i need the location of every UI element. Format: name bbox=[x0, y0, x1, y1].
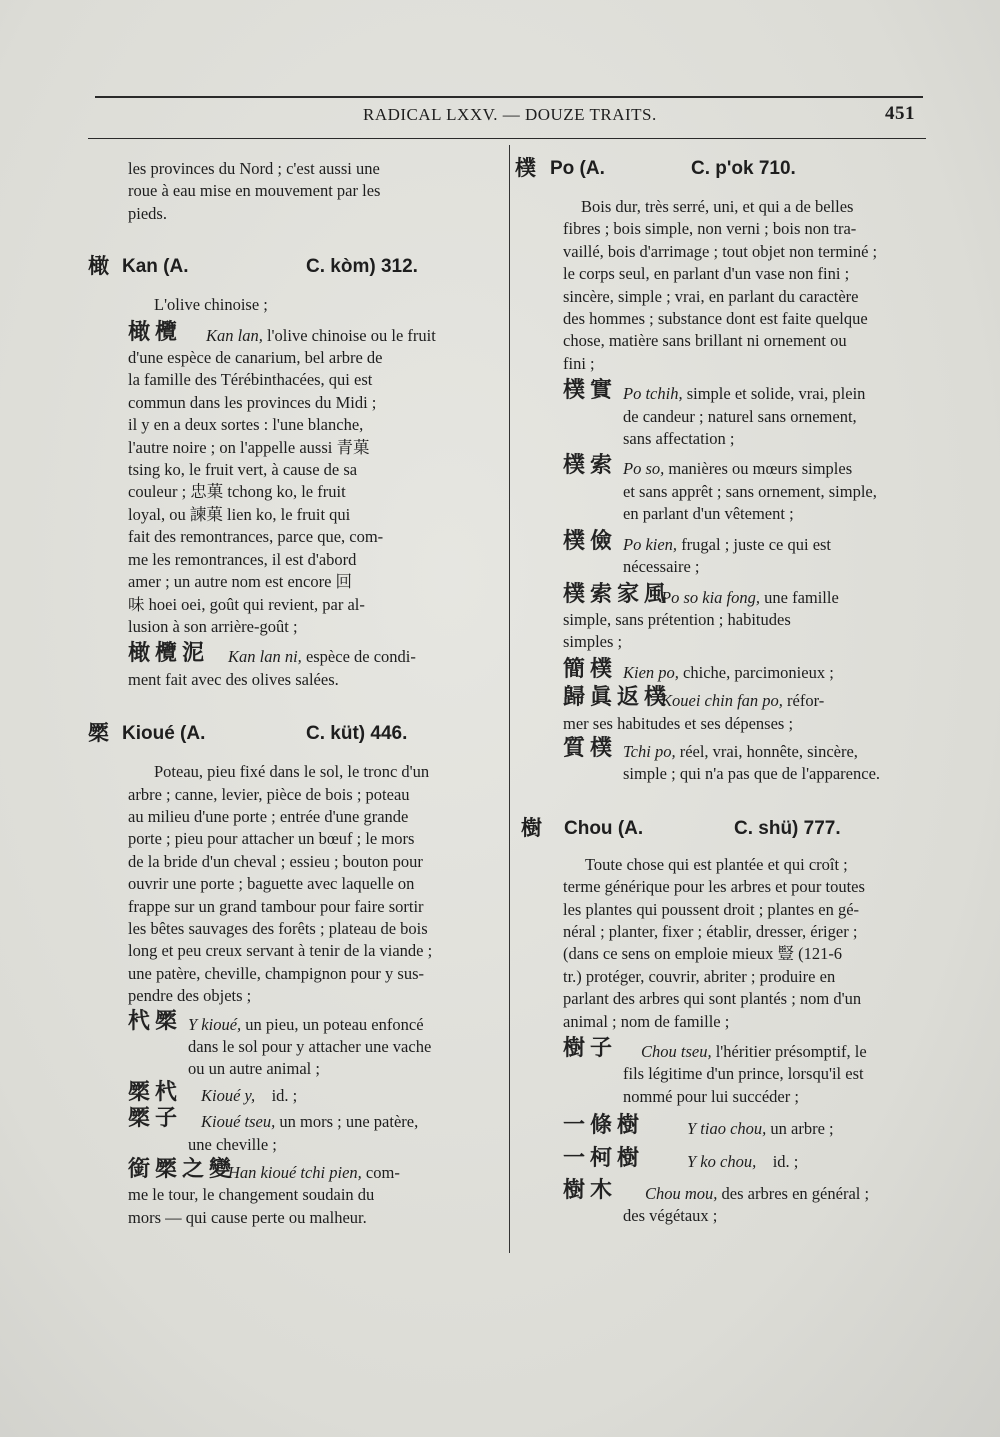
compound-entry: 歸眞返樸 Kouei chin fan po, réfor- mer ses habitudes et ses dépenses ; bbox=[563, 685, 825, 733]
heading-character: 橄 bbox=[88, 254, 109, 279]
compound-characters: 樸實 bbox=[563, 378, 618, 404]
romanization: Po kien, bbox=[623, 534, 678, 554]
definition: Bois dur, très serré, uni, et qui a de belles fibres ; bois simple, non verni ; bois non tra- vaillé, bois d'arrimage ; tout objet non terminé ; le corps seul, en parlant d'un vase non fini ; sincère, simple ; vrai, en parlant du caractère des hommes ; substance dont est faite quelque chose, matière sans brillant ni ornement ou fini ; bbox=[563, 197, 878, 373]
definition: Poteau, pieu fixé dans le sol, le tronc d'un arbre ; canne, levier, pièce de bois ; poteau au milieu d'une porte ; entrée d'une grande porte ; pieu pour attacher un bœuf ; le mors de la bride d'un cheval ; essieu ; bouton pour ouvrir une porte ; baguette avec laquelle on frappe sur un grand tambour pour faire sortir les bêtes sauvages des forêts ; plateau de bois long et peu creux servant à tenir de la viande ; une patère, cheville, champignon pour y sus- pendre des objets ; bbox=[128, 762, 433, 1006]
compound-entry: 一柯樹 Y ko chou, id. ; bbox=[563, 1145, 799, 1171]
heading-label: Po (A. bbox=[550, 158, 605, 179]
entry-heading-chou bbox=[521, 815, 935, 848]
compound-characters: 樸索 bbox=[563, 453, 618, 479]
compound-entry: 橜杙 Kioué y, id. ; bbox=[128, 1079, 298, 1105]
heading-label: Chou (A. bbox=[564, 817, 644, 839]
romanization: Y kioué, bbox=[188, 1014, 242, 1034]
compound-characters: 簡樸 bbox=[563, 656, 618, 682]
romanization: Chou tseu, bbox=[641, 1042, 712, 1061]
definition: L'olive chinoise ; bbox=[154, 295, 268, 315]
compound-entry: 樸索 Po so, manières ou mœurs simples et sans apprêt ; sans ornement, simple, en parlant d'un vêtement ; bbox=[563, 453, 877, 524]
compound-characters: 橄欖泥 bbox=[128, 641, 210, 667]
compound-entry: 樸索家風 Po so kia fong, une famille simple, sans prétention ; habitudes simples ; bbox=[563, 581, 839, 652]
romanization: Po so kia fong, bbox=[661, 587, 760, 607]
compound-characters: 質樸 bbox=[563, 735, 618, 761]
romanization: Po tchih, bbox=[623, 384, 683, 404]
compound-characters: 橄欖 bbox=[128, 319, 183, 345]
heading-character: 樹 bbox=[521, 815, 542, 840]
compound-entry: 橄欖泥 Kan lan ni, espèce de condi- ment fait avec des olives salées. bbox=[128, 641, 416, 689]
compound-characters: 銜橜之變 bbox=[128, 1157, 237, 1183]
romanization: Kan lan, bbox=[206, 325, 263, 345]
romanization: Kouei chin fan po, bbox=[661, 691, 783, 711]
romanization: Y tiao chou, bbox=[687, 1119, 767, 1139]
compound-characters: 樸儉 bbox=[563, 528, 618, 554]
romanization: Po so, bbox=[623, 459, 665, 479]
header-rule bbox=[88, 138, 926, 139]
compound-characters: 橜子 bbox=[128, 1106, 183, 1132]
entry-heading-kioue bbox=[88, 723, 496, 753]
compound-characters: 橜杙 bbox=[128, 1079, 183, 1105]
heading-cantonese: C. shü) 777. bbox=[734, 817, 841, 839]
running-title: RADICAL LXXV. — DOUZE TRAITS. bbox=[363, 105, 657, 124]
romanization: Chou mou, bbox=[645, 1184, 718, 1204]
entry-heading-po bbox=[515, 158, 935, 188]
heading-label: Kan (A. bbox=[122, 256, 189, 278]
compound-entry: 橄欖 Kan lan, l'olive chinoise ou le fruit d'une espèce de canarium, bel arbre de la famille des Térébinthacées, qui est commun dans les provinces du Midi ; il y en a deux sortes : l'une blanche, l'autre noire ; on l'appelle aussi 青菓 tsing ko, le fruit vert, à cause de sa couleur ; 忠菓 tchong ko, le fruit loyal, ou 諫菓 lien ko, le fruit qui fait des remontrances, parce que, com- me les remontrances, il est d'abord amer ; un autre nom est encore 回 味 hoei oei, goût qui revient, par al- lusion à son arrière-goût ; bbox=[128, 319, 436, 636]
compound-entry: 樹木 Chou mou, des arbres en général ; des végétaux ; bbox=[563, 1178, 870, 1226]
compound-entry: 橜子 Kioué tseu, un mors ; une patère, une cheville ; bbox=[128, 1106, 419, 1154]
heading-cantonese: C. kòm) 312. bbox=[306, 256, 418, 278]
running-head bbox=[95, 103, 923, 131]
compound-entry: 一條樹 Y tiao chou, un arbre ; bbox=[563, 1113, 834, 1139]
left-column bbox=[88, 158, 496, 1229]
romanization: Kioué tseu, bbox=[201, 1112, 276, 1132]
right-column bbox=[515, 156, 935, 1228]
romanization: Tchi po, bbox=[623, 741, 676, 761]
romanization: Y ko chou, bbox=[687, 1151, 757, 1171]
compound-entry: 樹子 Chou tseu, l'héritier présomptif, le fils légitime d'un prince, lorsqu'il est nommé pour lui succéder ; bbox=[563, 1036, 867, 1106]
compound-entry: 質樸 Tchi po, réel, vrai, honnête, sincère, simple ; qui n'a pas que de l'apparence. bbox=[563, 735, 881, 784]
entry-heading-kan bbox=[88, 256, 496, 286]
compound-entry: 銜橜之變 Han kioué tchi pien, com- me le tour, le changement soudain du mors — qui cause perte ou malheur. bbox=[128, 1157, 400, 1227]
compound-characters: 樹子 bbox=[563, 1036, 618, 1061]
compound-entry: 簡樸 Kien po, chiche, parcimonieux ; bbox=[563, 656, 834, 682]
heading-character: 樸 bbox=[515, 156, 536, 180]
compound-entry: 樸儉 Po kien, frugal ; juste ce qui est nécessaire ; bbox=[563, 528, 832, 577]
romanization: Kioué y, bbox=[201, 1085, 256, 1105]
romanization: Han kioué tchi pien, bbox=[228, 1163, 362, 1183]
heading-character: 橜 bbox=[88, 721, 109, 746]
heading-cantonese: C. p'ok 710. bbox=[691, 158, 796, 179]
heading-label: Kioué (A. bbox=[122, 723, 206, 745]
compound-characters: 歸眞返樸 bbox=[563, 685, 672, 711]
compound-characters: 杙橜 bbox=[128, 1008, 183, 1034]
romanization: Kan lan ni, bbox=[228, 647, 302, 667]
compound-characters: 一條樹 bbox=[563, 1113, 645, 1139]
heading-cantonese: C. küt) 446. bbox=[306, 723, 408, 745]
romanization: Kien po, bbox=[623, 662, 679, 682]
compound-characters: 樸索家風 bbox=[563, 581, 672, 607]
compound-entry: 杙橜 Y kioué, un pieu, un poteau enfoncé dans le sol pour y attacher une vache ou un autre animal ; bbox=[128, 1008, 432, 1079]
definition: Toute chose qui est plantée et qui croît ; terme générique pour les arbres et pour toutes les plantes qui poussent droit ; plantes en gé- néral ; planter, fixer ; établir, dresser, ériger ; (dans ce sens on emploie mieux 豎 (121-6 tr.) protéger, couvrir, abriter ; produire en parlant des arbres qui sont plantés ; nom d'un animal ; nom de famille ; bbox=[563, 854, 865, 1031]
compound-entry: 樸實 Po tchih, simple et solide, vrai, plein de candeur ; naturel sans ornement, sans affectation ; bbox=[563, 378, 866, 449]
compound-characters: 樹木 bbox=[563, 1178, 618, 1204]
compound-characters: 一柯樹 bbox=[563, 1145, 645, 1171]
continued-text: les provinces du Nord ; c'est aussi une roue à eau mise en mouvement par les pieds. bbox=[128, 159, 381, 223]
page-number: 451 bbox=[885, 103, 915, 124]
top-rule bbox=[95, 96, 923, 98]
